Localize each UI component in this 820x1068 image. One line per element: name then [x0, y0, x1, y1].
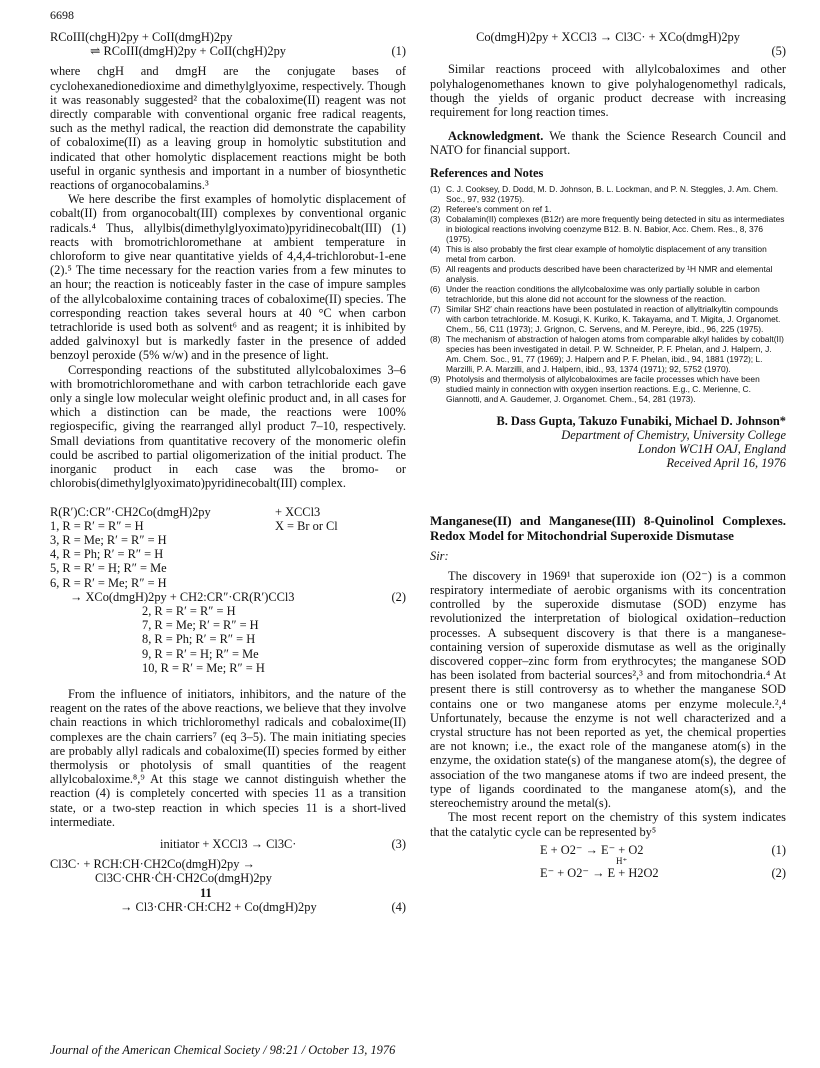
equation-4-line-1: Cl3C· + RCH:CH·CH2Co(dmgH)2py → — [50, 857, 255, 872]
scheme-reactant-list — [50, 519, 275, 590]
list-item: 6, R = R′ = Me; R″ = H — [50, 575, 167, 590]
reaction-2-text: E⁻ + O2⁻ → E + H2O2 — [540, 865, 659, 880]
reference-item: (4) This is also probably the first clear example of homolytic displacement of any transition metal from carbon. — [430, 243, 767, 264]
species-11-label: 11 — [200, 885, 212, 900]
acknowledgment — [430, 129, 786, 157]
equation-5-text: Co(dmgH)2py + XCCl3 → Cl3C· + XCo(dmgH)2py — [476, 30, 740, 44]
reference-item: (2) Referee's comment on ref 1. — [430, 203, 552, 214]
list-item: 8, R = Ph; R′ = R″ = H — [142, 632, 256, 647]
reaction-2-catalyst: H⁺ — [616, 855, 628, 866]
paragraph-mechanism: From the influence of initiators, inhibitors, and the nature of the reagent on the rates of the above reactions, we believe that they involve chain reactions in which trichloromethyl radicals and cobaloxime(II) complexes are the chain carriers⁷ (eq 3–5). The main initiating species are probably allyl radicals and cobaloxime(II) species formed by either thermolysis or photolysis of small quantities of the reagent allylcobaloxime.⁸,⁹ At this stage we cannot distinguish whether the reaction (4) is completely concerted with species 11 as a transition state, or a two-step reaction in which species 11 is a short-lived intermediate. — [50, 686, 406, 829]
equation-4-line-2: Cl3C·CHR·ĊH·CH2Co(dmgH)2py — [95, 871, 272, 886]
reaction-scheme-2 — [50, 505, 406, 675]
list-item: 7, R = Me; R′ = R″ = H — [142, 618, 259, 633]
equation-3 — [50, 837, 406, 851]
equation-4 — [50, 857, 406, 914]
reaction-2 — [430, 866, 786, 880]
scheme-reagent: + XCCl3 — [275, 504, 321, 519]
article-title: Manganese(II) and Manganese(III) 8-Quinolinol Complexes. Redox Model for Mitochondrial Superoxide Dismutase — [430, 512, 786, 543]
reference-item: (3) Cobalamin(II) complexes (B12r) are more frequently being detected in situ as intermediates in biological reactions involving coenzyme B12. B. N. Babior, Acc. Chem. Res., 8, 376 (1975). — [430, 213, 785, 244]
paragraph-substituted: Corresponding reactions of the substituted allylcobaloximes 3–6 with bromotrichloromethane and with carbon tetrachloride each gave only a single low molecular weight olefinic product and, in all cases for which a distinction can be made, the reactions were 100% regiospecific, giving the rearranged allyl product 7–10, respectively. Small deviations from quantitative recovery of the monomeric olefin could be ascribed to partial oligomerization of the initial product. The inorganic product in each case was the bromo- or chlorobis(dimethylglyoximato)pyridinecobalt(III) complex. — [50, 362, 406, 491]
list-item: 5, R = R′ = H; R″ = Me — [50, 561, 167, 576]
list-item: 4, R = Ph; R′ = R″ = H — [50, 547, 164, 562]
paragraph-similar: Similar reactions proceed with allylcobaloximes and other polyhalogenomethanes known to give polyhalogenomethyl radicals, though the yields of organic product decrease with increasing requirement for long reaction times. — [430, 62, 786, 120]
equation-4-number: (4) — [391, 899, 406, 914]
equation-1-number: (1) — [391, 44, 406, 59]
scheme-product: → XCo(dmgH)2py + CH2:CR″·CR(R′)CCl3 — [70, 589, 295, 604]
received-date: Received April 16, 1976 — [666, 456, 786, 471]
paragraph-intro: where chgH and dmgH are the conjugate bases of cyclohexanedionedioxime and dimethylglyoxime, respectively. Though it was reasonably suggested² that the cobaloxime(II) reagent was not directly comparable with conventional organic free radical reagents, such as the methyl radical, the reaction did demonstrate the capability of cobaloxime(II) as a leaving group in homolytic substitution and indicated that other homolytic displacement reactions might be both useful in organic synthesis and important in a number of biosynthetic reactions of organocobalamins.³ — [50, 64, 406, 193]
equation-1-line-1: RCoIII(chgH)2py + CoII(dmgH)2py — [50, 30, 233, 44]
list-item: 1, R = R′ = R″ = H — [50, 518, 144, 533]
affiliation-department: Department of Chemistry, University College — [561, 428, 786, 443]
equation-1-line-2: ⇌ RCoIII(dmgH)2py + CoII(chgH)2py — [90, 44, 286, 59]
right-column — [430, 30, 786, 880]
acknowledgment-text: We thank the Science Research Council and NATO for financial support. — [430, 129, 787, 158]
reference-item: (9) Photolysis and thermolysis of allylcobaloximes are facile processes which have been studied mainly in connection with oxygen insertion reactions. E.g., C. Merienne, C. Giannotti, and A. Gaudemer, J. Organomet. Chem., 54, 281 (1973). — [430, 373, 760, 404]
reaction-2-number: (2) — [771, 865, 786, 880]
equation-3-number: (3) — [391, 836, 406, 851]
paragraph-homolytic: We here describe the first examples of homolytic displacement of cobalt(II) from organocobalt(III) complexes by conventional organic radicals.⁴ Thus, allylbis(dimethylglyoximato)pyridinecobalt(III) (1) reacts with bromotrichloromethane at ambient temperature in chloroform to give near quantitative yields of 4,4,4-trichlorobut-1-ene (2).⁵ The time necessary for the reaction varies from a few minutes to an hour; the reaction is noticeably faster in the case of impure samples of the allylcobaloxime containing traces of cobaloxime(II) species. The corresponding reaction takes several hours at 40 °C when carbon tetrachloride is used both as solvent⁶ and as reagent; it is inhibited by added galvinoxyl but is markedly faster in the presence of added benzoyl peroxide (5% w/w) and in the presence of light. — [50, 192, 406, 363]
scheme-product-list — [50, 604, 406, 675]
acknowledgment-heading: Acknowledgment. — [448, 129, 544, 144]
affiliation-address: London WC1H OAJ, England — [638, 442, 786, 457]
scheme-reactant: R(R′)C:CR″·CH2Co(dmgH)2py — [50, 504, 211, 519]
list-item: 9, R = R′ = H; R″ = Me — [142, 646, 259, 661]
list-item: 10, R = R′ = Me; R″ = H — [142, 660, 265, 675]
reaction-1 — [430, 843, 786, 857]
reference-item: (8) The mechanism of abstraction of halogen atoms from comparable alkyl halides by cobalt(II) species has been investigated in detail. P. W. Schneider, P. F. Phelan, and J. Halpern, J. Am. Chem. Soc., 91, 77 (1969); J. Halpern and P. F. Phelan, ibid., 94, 1881 (1972); L. Marzilli, P. A. Marzilli, and J. Halpern, ibid., 93, 1374 (1971); 92, 5752 (1970). — [430, 333, 784, 374]
equation-5-number: (5) — [771, 44, 786, 59]
reference-item: (7) Similar SH2′ chain reactions have been postulated in reaction of allyltrialkyltin compounds with carbon tetrachloride. M. Kosugi, K. Kuriko, K. Takayama, and T. Migita, J. Organomet. Chem., 56, C11 (1973); J. Grignon, C. Servens, and M. Pereyre, ibid., 96, 225 (1975). — [430, 303, 781, 334]
paragraph-discovery: The discovery in 1969¹ that superoxide ion (O2⁻) is a common respiratory intermediate of aerobic organisms with its concentration controlled by the superoxide dismutase (SOD) enzyme has revolutionized the interpretation of biological oxidation–reduction processes. A subsequent discovery is that there is a manganese-containing version of superoxide dismutase as well as the originally discovered copper–zinc form from erythrocytes; the manganese SOD has been isolated from bacterial sources²,³ and from mitochondria.⁴ At present there is still controversy as to whether the manganese SOD contains one or two manganese atoms per enzyme molecule.²,⁴ Unfortunately, because the enzyme is not well characterized and a crystal structure has not been reported as yet, the chemical properties are not known; i.e., the exact role of the manganese atom(s) in the enzyme, the oxidation state(s) of the manganese atom(s), the degree of association of the two manganese atoms if two are indeed present, the type of ligands coordinated to the manganese atom(s), and the stereochemistry around the metal(s). — [430, 568, 786, 811]
references-heading: References and Notes — [430, 165, 544, 180]
equation-3-text: initiator + XCCl3 → Cl3C· — [160, 836, 297, 851]
list-item: 3, R = Me; R′ = R″ = H — [50, 532, 167, 547]
list-item: 2, R = R′ = R″ = H — [142, 603, 236, 618]
authors: B. Dass Gupta, Takuzo Funabiki, Michael D. Johnson* — [496, 413, 786, 428]
references-list — [430, 184, 786, 404]
page-number: 6698 — [50, 8, 74, 22]
paragraph-catalytic: The most recent report on the chemistry of this system indicates that the catalytic cycle can be represented by⁵ — [430, 810, 786, 839]
left-column — [50, 30, 406, 914]
reference-item: (5) All reagents and products described have been characterized by ¹H NMR and elemental analysis. — [430, 263, 773, 284]
reaction-1-text: E + O2⁻ → E⁻ + O2 — [540, 842, 644, 857]
journal-footer: Journal of the American Chemical Society / 98:21 / October 13, 1976 — [50, 1043, 396, 1057]
salutation: Sir: — [430, 548, 449, 563]
equation-1 — [50, 44, 406, 58]
reference-item: (1) C. J. Cooksey, D. Dodd, M. D. Johnson, B. L. Lockman, and P. N. Steggles, J. Am. Chem. Soc., 97, 932 (1975). — [430, 183, 779, 204]
equation-2-number: (2) — [391, 589, 406, 604]
scheme-x-definition: X = Br or Cl — [275, 518, 338, 533]
reference-item: (6) Under the reaction conditions the allylcobaloxime was only partially soluble in carbon tetrachloride, but this alone did not account for the slowness of the reaction. — [430, 283, 760, 304]
reaction-1-number: (1) — [771, 842, 786, 857]
equation-4-line-3: → Cl3·CHR·CH:CH2 + Co(dmgH)2py — [120, 899, 317, 914]
